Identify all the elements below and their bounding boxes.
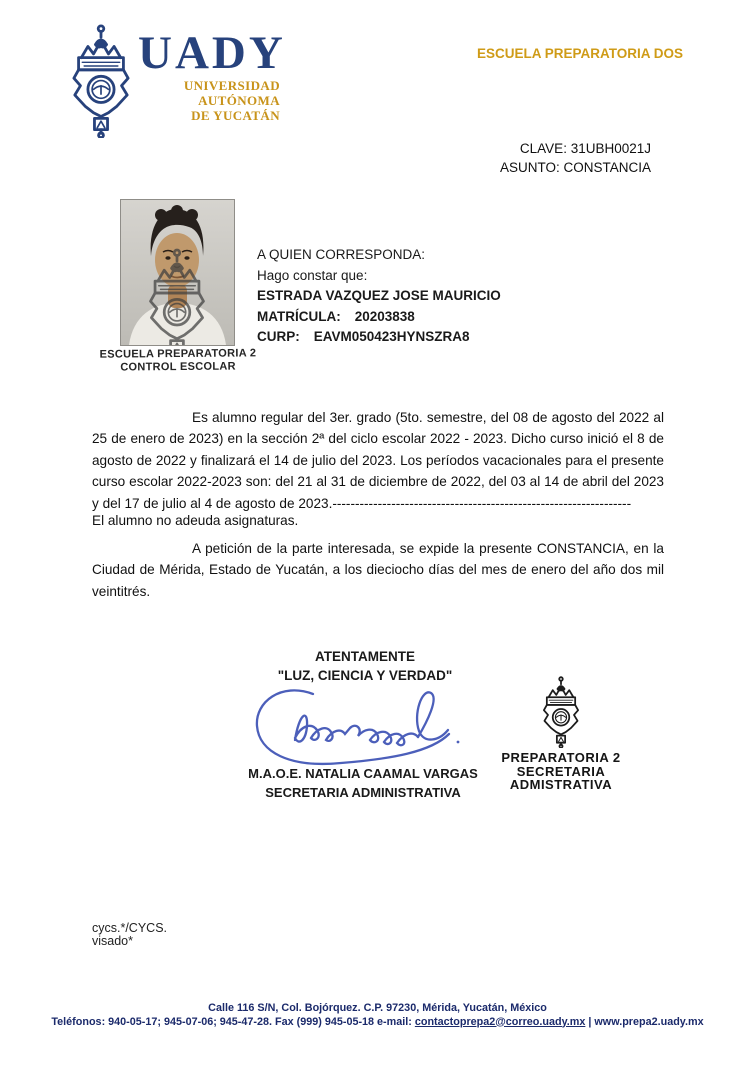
footer-contacts-prefix: Teléfonos: 940-05-17; 945-07-06; 945-47-28. Fax (999) 945-05-18 e-mail: (51, 1015, 415, 1028)
motto-line: "LUZ, CIENCIA Y VERDAD" (277, 667, 453, 683)
uady-subtitle-line1: UNIVERSIDAD (183, 78, 280, 93)
salutation-line: A QUIEN CORRESPONDA: (257, 247, 426, 262)
intro-line: Hago constar que: (257, 267, 368, 283)
asunto-line: ASUNTO: CONSTANCIA (499, 160, 651, 175)
uady-subtitle-line3: DE YUCATÁN (191, 108, 280, 123)
footer-contacts (0, 1016, 755, 1030)
photo-stamp-caption (88, 347, 268, 375)
matricula-label: MATRÍCULA: (257, 308, 341, 324)
stamp-line-1: PREPARATORIA 2 (501, 750, 621, 765)
curp-value: EAVM050423HYNSZRA8 (313, 329, 470, 345)
footer-email-link[interactable]: contactoprepa2@correo.uady.mx (414, 1015, 586, 1028)
body-paragraph-1: Es alumno regular del 3er. grado (5to. semestre, del 08 de agosto del 2022 al 25 de enero de 2023) en la sección 2ª del ciclo escolar 2022 - 2023. Dicho curso inició el 8 de agosto de 2022 y finalizará el 14 de julio del 2023. Los períodos vacacionales para el presente curso escolar 2022-2023 son: del 21 al 31 de diciembre de 2022, del 03 al 14 de abril del 2023 y del 17 de julio al 4 de agosto de 2023.------------------------------------------------------------------ (92, 410, 664, 511)
page-footer (0, 1002, 755, 1029)
footer-contacts-suffix: | www.prepa2.uady.mx (585, 1015, 704, 1028)
footer-address: Calle 116 S/N, Col. Bojórquez. C.P. 97230, Mérida, Yucatán, México (208, 1002, 547, 1014)
atentamente-line: ATENTAMENTE (315, 649, 415, 664)
matricula-line (257, 307, 607, 328)
office-stamp (481, 676, 641, 792)
school-name-heading: ESCUELA PREPARATORIA DOS (476, 46, 684, 61)
stamp-line-3: ADMISTRATIVA (509, 777, 613, 792)
uady-subtitle-line2: AUTÓNOMA (198, 93, 280, 108)
stamp-line-2: SECRETARIA (516, 763, 606, 779)
curp-line (257, 327, 607, 348)
student-name: ESTRADA VAZQUEZ JOSE MAURICIO (257, 288, 501, 304)
uady-subtitle (110, 78, 280, 123)
footnote-visado: visado* (92, 934, 133, 948)
student-portrait (121, 200, 234, 345)
student-info-block (257, 245, 607, 348)
photo-stamp-caption-line2: CONTROL ESCOLAR (120, 360, 236, 374)
body-paragraph-3: A petición de la parte interesada, se expide la presente CONSTANCIA, en la Ciudad de Mérida, Estado de Yucatán, a los dieciocho días del mes de enero del año dos mil veintitrés. (92, 541, 664, 599)
signer-name: M.A.O.E. NATALIA CAAMAL VARGAS (248, 766, 478, 781)
curp-label: CURP: (257, 329, 300, 345)
uady-wordmark: UADY (138, 27, 286, 79)
stamp-crest-icon (530, 676, 592, 748)
matricula-value: 20203838 (354, 308, 415, 324)
body-paragraph-2: El alumno no adeuda asignaturas. (92, 513, 299, 528)
footnotes (92, 922, 167, 948)
footnote-initials: cycs.*/CYCS. (92, 921, 168, 935)
signature-handwriting (243, 680, 478, 776)
reference-block (351, 139, 651, 177)
student-photo (120, 199, 235, 346)
signer-title: SECRETARIA ADMINISTRATIVA (265, 785, 461, 800)
photo-stamp-caption-line1: ESCUELA PREPARATORIA 2 (99, 347, 257, 361)
signer-block (213, 764, 513, 802)
clave-line: CLAVE: 31UBH0021J (519, 141, 651, 156)
